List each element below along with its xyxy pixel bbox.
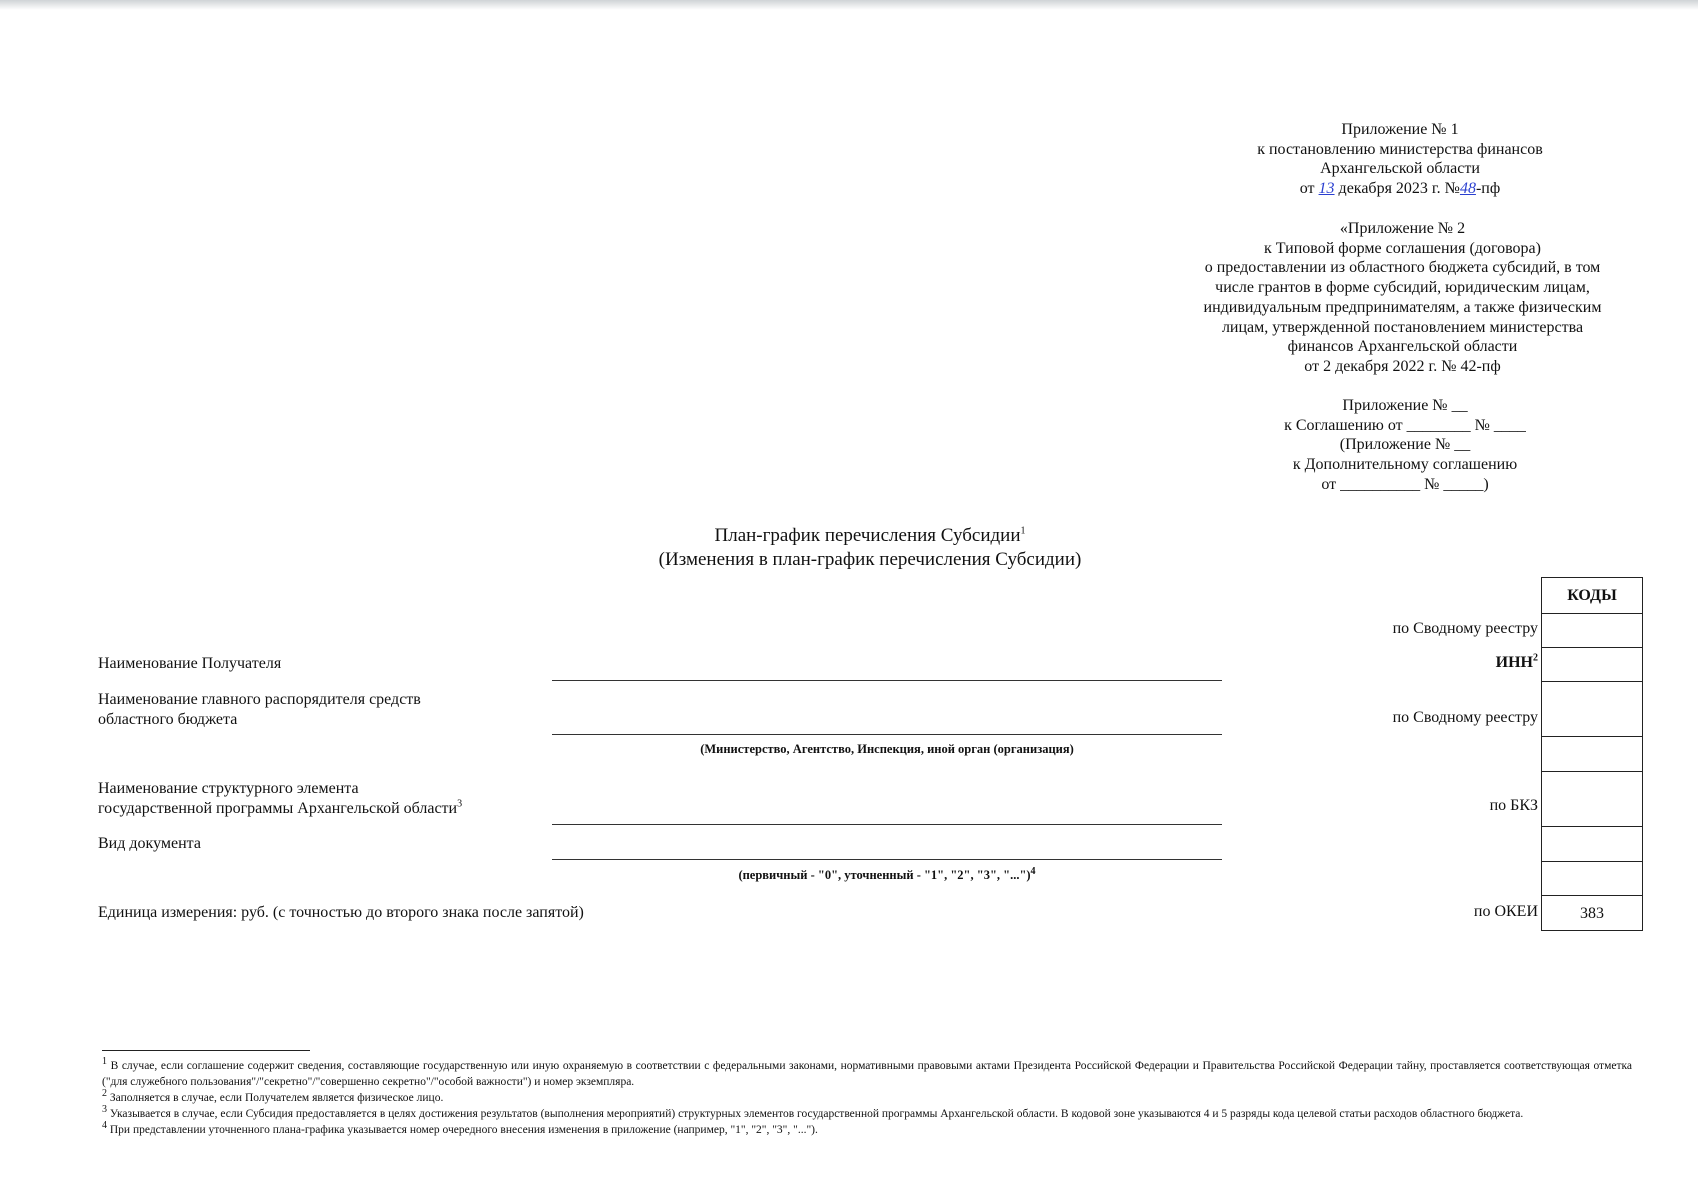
structural-element-label [98,779,462,818]
chief-manager-line1: Наименование главного распорядителя средств [98,691,421,708]
footnote-text: Заполняется в случае, если Получателем является физическое лицо. [109,1092,444,1104]
recipient-underline [552,680,1222,681]
footnote-number: 2 [102,1088,107,1100]
date-mid: декабря 2023 г. № [1334,180,1460,198]
header3-line: от __________ № _____) [1321,475,1489,493]
code-cell-reestr2[interactable] [1542,681,1642,736]
header1-line3: Архангельской области [1320,160,1480,178]
footnote-number: 4 [102,1120,107,1132]
header3-line: к Дополнительному соглашению [1292,456,1518,474]
code-cell-bkz[interactable] [1542,771,1642,826]
header2-line: о предоставлении из областного бюджета субсидий, в том [1204,259,1601,277]
codes-table [1541,577,1643,931]
reestr-label-2: по Сводному реестру [1392,709,1538,726]
code-cell-blank[interactable] [1542,736,1642,771]
footnote-ref: 1 [1020,525,1026,537]
doctype-hint-text: (первичный - "0", уточненный - "1", "2", "3", "...") [738,868,1031,882]
footnote-text: Указывается в случае, если Субсидия предоставляется в целях достижения результатов (выполнения мероприятий) структурных элементов государственной программы Архангельской области. В кодовой зоне указываются 4 и 5 разряды кода целевой статьи расходов областного бюджета. [109,1108,1524,1120]
header3-line: (Приложение № __ [1339,436,1471,454]
footnote-3 [102,1106,1632,1122]
unit-label: Единица измерения: руб. (с точностью до второго знака после запятой) [98,904,584,921]
inn-label [1496,654,1538,672]
doctype-label: Вид документа [98,835,201,852]
code-cell-blank-2[interactable] [1542,826,1642,861]
scan-top-edge [0,0,1698,10]
footnote-2 [102,1090,1632,1106]
date-prefix: от [1299,180,1319,198]
structural-element-line1: Наименование структурного элемента [98,780,359,797]
code-cell-blank-3[interactable] [1542,861,1642,895]
footnote-1 [102,1058,1632,1090]
header1-date [1190,179,1610,199]
structural-element-underline [552,824,1222,825]
appendix-header-1 [1190,120,1610,199]
doctype-underline [552,859,1222,860]
header1-line1: Приложение № 1 [1341,121,1459,138]
reestr-label-1: по Сводному реестру [1392,620,1538,637]
footnote-ref: 4 [1030,865,1036,877]
header3-line: к Соглашению от ________ № ____ [1284,416,1526,434]
footnote-ref: 3 [457,798,463,810]
appendix-header-3 [1240,396,1570,495]
inn-text: ИНН [1495,654,1533,671]
footnote-ref: 2 [1533,652,1538,664]
code-cell-reestr1[interactable] [1542,613,1642,647]
header1-line2: к постановлению министерства финансов [1257,140,1543,158]
footnote-text: В случае, если соглашение содержит сведения, составляющие государственную или иную охраняемую в соответствии с федеральными законами, нормативными правовыми актами Президента Российской Федерации и Правительства Российской Федерации тайну, проставляется соответствующая отметка ("для служебного пользования"/"секретно"/"совершенно секретно"/"особой важности") и номер экземпляра. [102,1060,1633,1088]
title-line1 [560,524,1180,548]
footnote-separator [102,1050,310,1051]
code-cell-inn[interactable] [1542,647,1642,681]
chief-manager-label [98,690,421,729]
okei-label: по ОКЕИ [1473,903,1538,920]
footnote-number: 3 [102,1104,107,1116]
chief-manager-underline [552,734,1222,735]
structural-element-line2 [98,799,462,819]
header2-line: лицам, утвержденной постановлением министерства [1221,318,1584,336]
chief-manager-hint: (Министерство, Агентство, Инспекция, иной орган (организация) [700,742,1074,756]
appendix-header-2 [1180,219,1625,377]
header2-line: числе грантов в форме субсидий, юридическим лицам, [1215,279,1590,297]
doctype-hint [552,865,1222,883]
header2-line: от 2 декабря 2022 г. № 42-пф [1304,357,1501,375]
title-line2: (Изменения в план-график перечисления Субсидии) [658,549,1082,570]
codes-header: КОДЫ [1567,587,1617,604]
recipient-label: Наименование Получателя [98,655,282,672]
header3-line: Приложение № __ [1342,397,1468,414]
handwritten-day: 13 [1318,180,1335,198]
structural-element-text: государственной программы Архангельской области [98,799,458,817]
title-text: План-график перечисления Субсидии [714,525,1021,546]
footnote-text: При представлении уточненного плана-графика указывается номер очередного внесения изменения в приложение (например, "1", "2", "3", "..."). [109,1124,818,1136]
header2-line: к Типовой форме соглашения (договора) [1264,239,1541,257]
footnotes [102,1058,1632,1138]
date-suffix: -пф [1475,180,1501,198]
footnote-4 [102,1122,1632,1138]
code-cell-okei: 383 [1542,895,1642,930]
header2-line: финансов Архангельской области [1287,338,1518,356]
footnote-number: 1 [102,1056,107,1068]
document-title [560,524,1180,572]
header2-line: «Приложение № 2 [1339,220,1466,237]
chief-manager-line2: областного бюджета [98,710,238,728]
bkz-label: по БКЗ [1489,797,1538,814]
handwritten-number: 48 [1459,180,1476,198]
header2-line: индивидуальным предпринимателям, а также физическим [1203,298,1602,316]
